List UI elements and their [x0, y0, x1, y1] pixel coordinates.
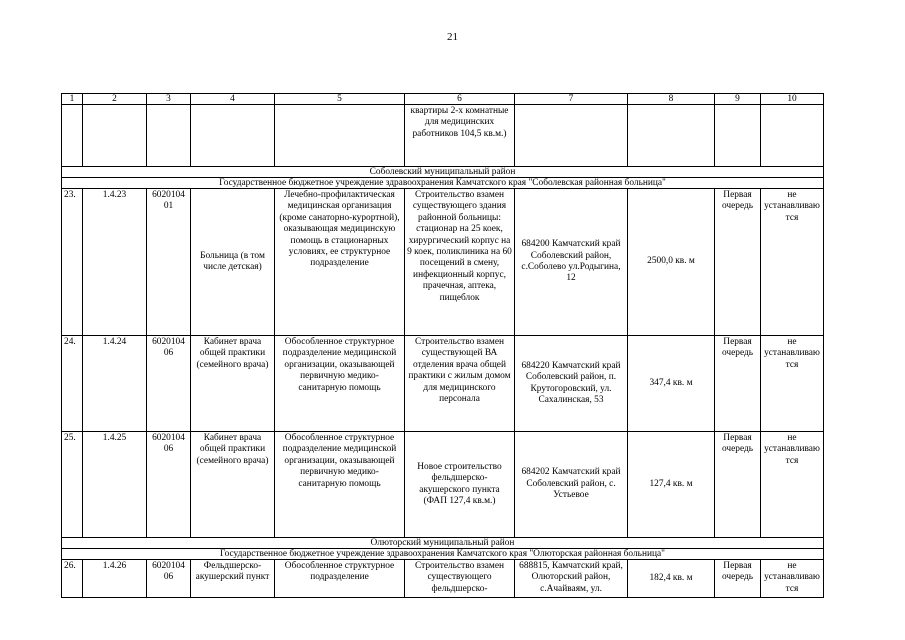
facility-address: 688815, Камчатский край, Олюторский район, с.Ачайваям, ул.	[515, 560, 628, 598]
row-id: 6020104 01	[147, 189, 191, 336]
facility-area: 127,4 кв. м	[628, 432, 715, 538]
facility-type: Лечебно-профилактическая медицинская организация (кроме санаторно-курортной), оказывающая медицинскую помощь в стационарных условиях, ее структурное подразделение	[275, 189, 405, 336]
column-number: 6	[405, 94, 515, 105]
district-name: Соболевский муниципальный район	[62, 167, 824, 178]
row-number: 25.	[62, 432, 83, 538]
facility-type: Обособленное структурное подразделение медицинской организации, оказывающей первичную медико-санитарную помощь	[275, 336, 405, 432]
column-number: 2	[83, 94, 147, 105]
row-id: 6020104 06	[147, 432, 191, 538]
facility-name: Кабинет врача общей практики (семейного врача)	[191, 336, 275, 432]
restrictions: не устанавливаются	[761, 336, 824, 432]
table-row	[62, 189, 824, 336]
work-description: Новое строительство фельдшерско-акушерского пункта (ФАП 127,4 кв.м.)	[405, 432, 515, 538]
facility-area: 2500,0 кв. м	[628, 189, 715, 336]
restrictions: не устанавливаются	[761, 432, 824, 538]
column-number: 4	[191, 94, 275, 105]
row-code: 1.4.23	[83, 189, 147, 336]
facility-address: 684220 Камчатский край Соболевский район, п. Крутогоровский, ул. Сахалинская, 53	[515, 336, 628, 432]
row-number: 23.	[62, 189, 83, 336]
facilities-table	[61, 93, 824, 598]
row-id: 6020104 06	[147, 560, 191, 598]
page-number: 21	[447, 31, 458, 43]
table-row	[62, 336, 824, 432]
continuation-row	[62, 105, 824, 167]
queue: Первая очередь	[715, 560, 761, 598]
restrictions: не устанавливаются	[761, 560, 824, 598]
facility-address: 684202 Камчатский край Соболевский район, с. Устьевое	[515, 432, 628, 538]
district-row	[62, 538, 824, 549]
column-number: 5	[275, 94, 405, 105]
row-number: 24.	[62, 336, 83, 432]
column-number: 10	[761, 94, 824, 105]
institution-row	[62, 549, 824, 560]
facility-type: Обособленное структурное подразделение	[275, 560, 405, 598]
district-name: Олюторский муниципальный район	[62, 538, 824, 549]
row-id: 6020104 06	[147, 336, 191, 432]
queue: Первая очередь	[715, 432, 761, 538]
restrictions: не устанавливаются	[761, 189, 824, 336]
continuation-text: квартиры 2-х комнатные для медицинских работников 104,5 кв.м.)	[405, 105, 515, 167]
work-description: Строительство взамен существующего фельдшерско-	[405, 560, 515, 598]
facility-name: Кабинет врача общей практики (семейного врача)	[191, 432, 275, 538]
institution-row	[62, 178, 824, 189]
column-number: 1	[62, 94, 83, 105]
facility-area: 347,4 кв. м	[628, 336, 715, 432]
table-row	[62, 560, 824, 598]
column-number-row	[62, 94, 824, 105]
facility-name: Фельдшерско-акушерский пункт	[191, 560, 275, 598]
column-number: 9	[715, 94, 761, 105]
facility-address: 684200 Камчатский край Соболевский район, с.Соболево ул.Родыгина, 12	[515, 189, 628, 336]
queue: Первая очередь	[715, 336, 761, 432]
facility-area: 182,4 кв. м	[628, 560, 715, 598]
facility-type: Обособленное структурное подразделение медицинской организации, оказывающей первичную медико-санитарную помощь	[275, 432, 405, 538]
row-code: 1.4.25	[83, 432, 147, 538]
table-row	[62, 432, 824, 538]
row-number: 26.	[62, 560, 83, 598]
institution-name: Государственное бюджетное учреждение здравоохранения Камчатского края "Олюторская районная больница"	[62, 549, 824, 560]
work-description: Строительство взамен существующей ВА отделения врача общей практики с жилым домом для медицинского персонала	[405, 336, 515, 432]
work-description: Строительство взамен существующего здания районной больницы: стационар на 25 коек, хирургический корпус на 9 коек, поликлиника на 60 посещений в смену, инфекционный корпус, прачечная, аптека, пищеблок	[405, 189, 515, 336]
row-code: 1.4.24	[83, 336, 147, 432]
institution-name: Государственное бюджетное учреждение здравоохранения Камчатского края "Соболевская районная больница"	[62, 178, 824, 189]
column-number: 3	[147, 94, 191, 105]
column-number: 8	[628, 94, 715, 105]
facility-name: Больница (в том числе детская)	[191, 189, 275, 336]
district-row	[62, 167, 824, 178]
queue: Первая очередь	[715, 189, 761, 336]
column-number: 7	[515, 94, 628, 105]
row-code: 1.4.26	[83, 560, 147, 598]
